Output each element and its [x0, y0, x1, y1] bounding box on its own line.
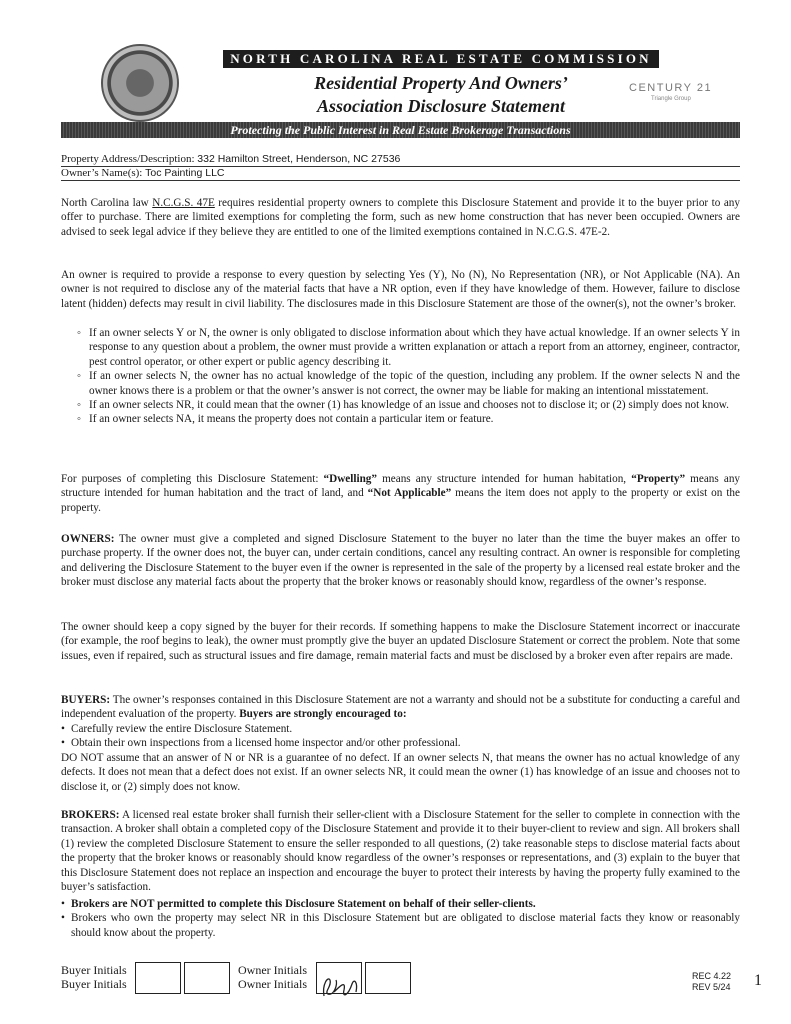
list-item: ◦ If an owner selects Y or N, the owner is only obligated to disclose information about which they have actual knowledge. If an owner selects Y in response to any question about a problem, the owner must provide a written explanation or attach a report from an attorney, engineer, contractor, pest control operator, or other expert or public agency describing it. [77, 327, 740, 368]
owner-value[interactable]: Toc Painting LLC [145, 167, 225, 179]
buyer-initials-label-2: Buyer Initials [61, 977, 127, 991]
buyers-bullets [61, 722, 740, 751]
buyers-heading: BUYERS: [61, 694, 111, 706]
owner-initials-box-2[interactable] [365, 962, 411, 994]
owner-initials-label-1: Owner Initials [238, 963, 307, 977]
list-item: • Obtain their own inspections from a licensed home inspector and/or other professional. [61, 737, 461, 750]
buyer-initials-box-2[interactable] [184, 962, 230, 994]
owner-initials-label-2: Owner Initials [238, 977, 307, 991]
bullet-icon: • [61, 723, 65, 735]
form-revision: REV 5/24 [692, 982, 731, 992]
response-paragraph: An owner is required to provide a response to every question by selecting Yes (Y), No (N), No Representation (NR), or Not Applicable (NA). An owner is not required to disclose any of the material facts that have a NR option, even if they have knowledge of them. However, failure to disclose latent (hidden) defects may result in civil liability. The disclosures made in this Disclosure Statement are those of the owner(s), not the owner’s broker. [61, 269, 740, 310]
state-seal-icon [101, 44, 179, 122]
banner: Protecting the Public Interest in Real Estate Brokerage Transactions [61, 122, 740, 138]
owners-heading: OWNERS: [61, 533, 115, 545]
property-address-field[interactable] [61, 152, 740, 167]
buyers-note: DO NOT assume that an answer of N or NR is a guarantee of no defect. If an owner selects N, that means the owner has no actual knowledge of any defects. It does not mean that a defect does not exist. If an owner selects NR, it could mean the owner (1) has knowledge of an issue and chooses not to disclose it, or (2) simply does not know. [61, 752, 740, 793]
buyers-paragraph: BUYERS: The owner’s responses contained in this Disclosure Statement are not a warranty and should not be a substitute for conducting a careful and independent evaluation of the property. Buyers are strongly encouraged to: [61, 694, 740, 721]
brokers-paragraph: BROKERS: A licensed real estate broker shall furnish their seller-client with a Disclosure Statement for the seller to complete in connection with the transaction. A broker shall obtain a completed copy of the Disclosure Statement and provide it to their buyer-client to review and sign. All brokers shall (1) review the completed Disclosure Statement to ensure the seller responded to all questions, (2) take reasonable steps to disclose material facts about the property that the broker knows or reasonably should know regardless of the owner’s responses or representations, and (3) explain to the buyer that this Disclosure Statement does not replace an inspection and encourage the buyer to protect their interests by having the property fully examined to the buyer’s satisfaction. [61, 809, 740, 894]
owner-label: Owner’s Name(s): [61, 167, 143, 179]
list-item: • Carefully review the entire Disclosure Statement. [61, 723, 293, 735]
owner-copy-paragraph: The owner should keep a copy signed by the buyer for their records. If something happens to make the Disclosure Statement incorrect or inaccurate (for example, the roof begins to leak), the owner must promptly give the buyer an updated Disclosure Statement or correct the problem. Note that some issues, even if repaired, such as structural issues and fire damage, remain material facts and must be disclosed by a broker even after repairs are made. [61, 621, 740, 662]
list-item: • Brokers are NOT permitted to complete this Disclosure Statement on behalf of their seller-clients. [61, 898, 536, 910]
bullet-icon: ◦ [77, 399, 81, 412]
bullet-icon: • [61, 898, 65, 910]
title-line-2: Association Disclosure Statement [316, 96, 566, 116]
buyer-initials-box-1[interactable] [135, 962, 181, 994]
owners-paragraph: OWNERS: The owner must give a completed and signed Disclosure Statement to the buyer no later than the time the buyer makes an offer to purchase property. If the owner does not, the buyer can, under certain conditions, cancel any resulting contract. An owner is responsible for completing and delivering the Disclosure Statement to the buyer even if the owner is represented in the sale of the property by a licensed real estate broker and the broker must disclose any material facts about the property that the broker knows or reasonably should know, regardless of the owner’s response. [61, 533, 740, 589]
bullet-icon: • [61, 912, 65, 925]
definitions-paragraph: For purposes of completing this Disclosure Statement: “Dwelling” means any structure intended for human habitation, “Property” means any structure intended for human habitation and the tract of land, and “Not Applicable” means the item does not apply to the property or exist on the property. [61, 473, 741, 514]
not-applicable-term: “Not Applicable” [367, 487, 452, 500]
intro-post: requires residential property owners to complete this Disclosure Statement and provide it to the buyer prior to any offer to purchase. There are limited exemptions for completing the form, such as new home construction that has never been occupied. Owners are advised to seek legal advice if they believe they are entitled to one of the limited exemptions contained in N.C.G.S. 47E-2. [61, 197, 740, 238]
bullet-icon: ◦ [77, 370, 81, 383]
page-number: 1 [754, 972, 762, 989]
bullet-icon: ◦ [77, 413, 81, 426]
list-item: ◦ If an owner selects N, the owner has no actual knowledge of the topic of the question, including any problem. If the owner selects N and the owner knows there is a problem or that the owner’s answer is not correct, the owner may be liable for making an intentional misstatement. [77, 370, 740, 397]
brand-subtitle: Triangle Group [651, 96, 691, 102]
owner-signature-icon [318, 970, 362, 1002]
bullet-icon: • [61, 737, 65, 750]
buyers-encouraged: Buyers are strongly encouraged to: [239, 708, 407, 721]
brand-logo: CENTURY 21 [629, 82, 713, 94]
response-bullets [61, 326, 740, 427]
address-value[interactable]: 332 Hamilton Street, Henderson, NC 27536 [197, 153, 401, 165]
form-rec-number: REC 4.22 [692, 971, 732, 981]
list-item: ◦ If an owner selects NA, it means the property does not contain a particular item or feature. [77, 413, 494, 426]
property-term: “Property” [631, 473, 686, 485]
buyer-initials-label-1: Buyer Initials [61, 963, 127, 977]
law-link[interactable]: N.C.G.S. 47E [152, 197, 215, 209]
address-label: Property Address/Description: [61, 153, 195, 165]
list-item: ◦ If an owner selects NR, it could mean that the owner (1) has knowledge of an issue and chooses not to disclose it; or (2) simply does not know. [77, 399, 729, 412]
intro-pre: North Carolina law [61, 197, 153, 209]
bullet-icon: ◦ [77, 327, 81, 339]
owner-name-field[interactable] [61, 166, 740, 181]
title-line-1: Residential Property And Owners’ [314, 73, 568, 93]
brokers-heading: BROKERS: [61, 809, 120, 821]
brokers-bullets [61, 897, 740, 940]
dwelling-term: “Dwelling” [323, 473, 377, 485]
list-item: • Brokers who own the property may select NR in this Disclosure Statement but are obligated to disclose material facts they know or reasonably should know about the property. [61, 912, 740, 939]
intro-paragraph [61, 196, 740, 239]
commission-header: NORTH CAROLINA REAL ESTATE COMMISSION [223, 50, 659, 68]
